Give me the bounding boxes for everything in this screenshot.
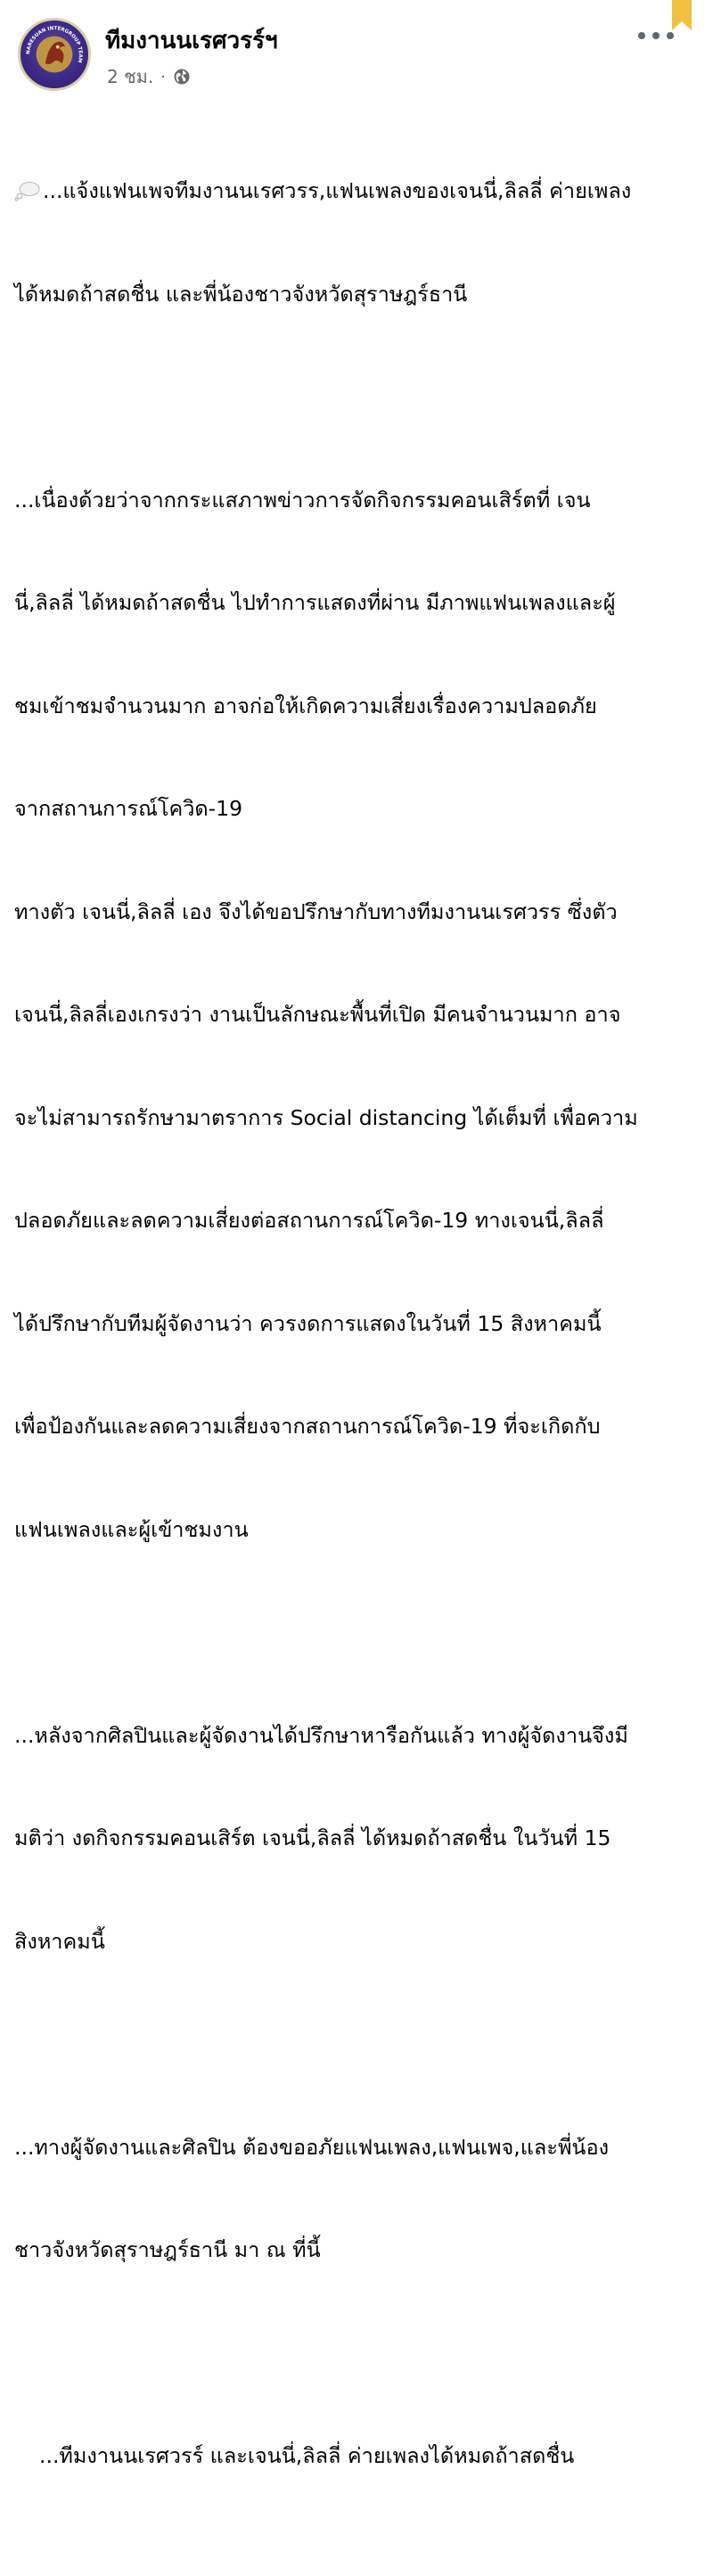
page-avatar[interactable]	[18, 18, 91, 91]
meta-separator: ·	[160, 67, 166, 86]
post-line: สิงหาคมนี้	[14, 1928, 105, 1954]
post-header	[0, 0, 713, 98]
post-line: ...เนื่องด้วยว่าจากกระแสภาพข่าวการจัดกิจกรรมคอนเสิร์ตที่ เจน	[14, 487, 591, 513]
more-dot	[638, 32, 645, 39]
post-line: ...หลังจากศิลปินและผู้จัดงานได้ปรึกษาหารือกันแล้ว ทางผู้จัดงานจึงมี	[14, 1722, 628, 1748]
more-dot	[667, 32, 674, 39]
post-time[interactable]: 2 ชม.	[107, 66, 154, 87]
post-line: ชมเข้าชมจำนวนมาก อาจก่อให้เกิดความเสี่ยงเรื่องความปลอดภัย	[14, 693, 597, 718]
post-line: แฟนเพลงและผู้เข้าชมงาน	[14, 1516, 249, 1542]
more-options-icon[interactable]	[638, 27, 674, 45]
bookmark-icon[interactable]	[672, 0, 692, 30]
post-line: ...ทีมงานนเรศวรร์ และเจนนี่,ลิลลี่ ค่ายเพลงได้หมดถ้าสดชื่น	[39, 2443, 575, 2468]
post-signature	[14, 2370, 701, 2542]
post-line: ได้ปรึกษากับทีมผู้จัดงานว่า ควรงดการแสดงในวันที่ 15 สิงหาคมนี้	[14, 1310, 602, 1336]
post-line: มติว่า งดกิจกรรมคอนเสิร์ต เจนนี่,ลิลลี่ ได้หมดถ้าสดชื่น ในวันที่ 15	[14, 1825, 611, 1850]
post-paragraph	[14, 414, 701, 1616]
page-name[interactable]: ทีมงานนเรศวรร์ฯ	[105, 28, 278, 54]
svg-text:NARESUAN INTERGROUP TEAM: NARESUAN INTERGROUP TEAM	[26, 26, 83, 63]
post-paragraph	[14, 1650, 701, 2028]
globe-icon	[173, 68, 191, 86]
post-line: นี่,ลิลลี่ ได้หมดถ้าสดชื่น ไปทำการแสดงที่ผ่าน มีภาพแฟนเพลงและผู้	[14, 590, 616, 615]
post-line: เจนนี่,ลิลลี่เองเกรงว่า งานเป็นลักษณะพื้นที่เปิด มีคนจำนวนมาก อาจ	[14, 1002, 621, 1027]
more-dot	[652, 32, 660, 39]
post-line: ชาวจังหวัดสุราษฎร์ธานี มา ณ ที่นี้	[14, 2237, 321, 2262]
post-line: ...แจ้งแฟนเพจทีมงานนเรศวรร,แฟนเพลงของเจนนี่,ลิลลี่ ค่ายเพลง	[14, 174, 701, 209]
post-meta	[107, 64, 191, 89]
post-body	[14, 105, 701, 2576]
post-line: ทางตัว เจนนี่,ลิลลี่ เอง จึงได้ขอปรึกษากับทางทีมงานนเรศวรร ซึ่งตัว	[14, 898, 618, 924]
post-line: ได้หมดถ้าสดชื่น และพี่น้องชาวจังหวัดสุราษฎร์ธานี	[14, 281, 468, 307]
page-logo-avatar	[20, 21, 88, 88]
post-line: ...ทางผู้จัดงานและศิลปิน ต้องขออภัยแฟนเพลง,แฟนเพจ,และพี่น้อง	[14, 2134, 610, 2160]
post-paragraph	[14, 105, 701, 380]
post-paragraph	[14, 2062, 701, 2336]
post-line: ปลอดภัยและลดความเสี่ยงต่อสถานการณ์โควิด-19 ทางเจนนี่,ลิลลี่	[14, 1208, 604, 1233]
thought-balloon-icon	[14, 181, 41, 201]
post-line: เพื่อป้องกันและลดความเสี่ยงจากสถานการณ์โควิด-19 ที่จะเกิดกับ	[14, 1414, 601, 1439]
post-line: จะไม่สามารถรักษามาตราการ Social distancing ได้เต็มที่ เพื่อความ	[14, 1104, 638, 1130]
post-line: จากสถานการณ์โควิด-19	[14, 796, 243, 821]
